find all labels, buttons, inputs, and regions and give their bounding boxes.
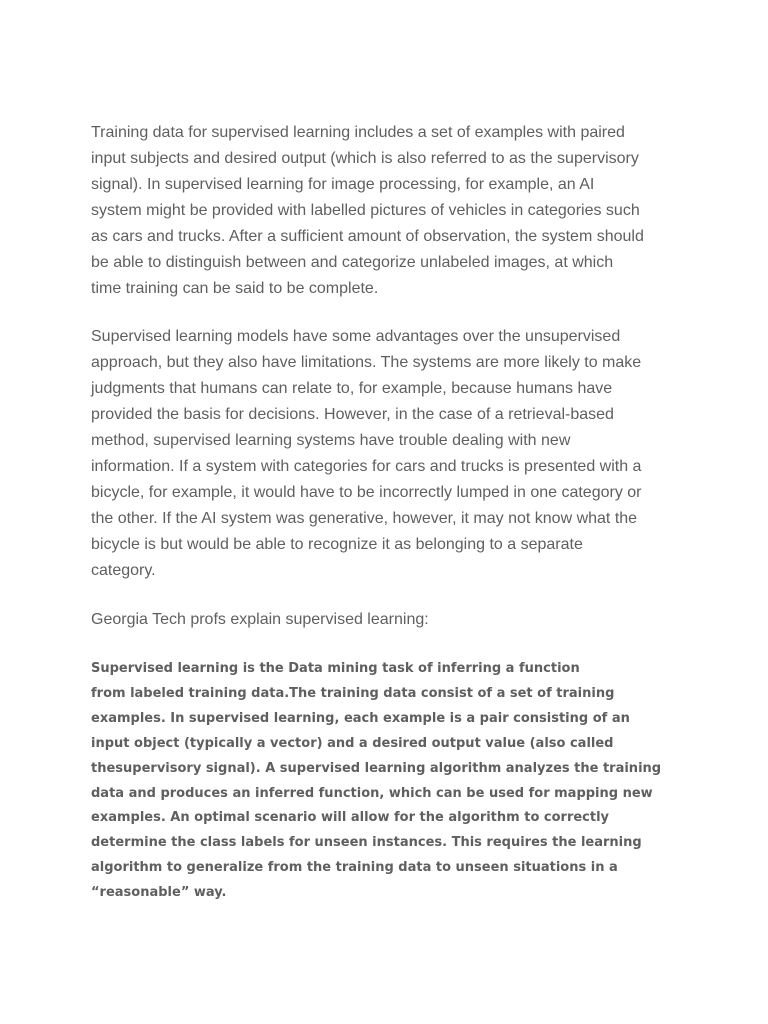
paragraph-training-data xyxy=(91,120,644,302)
text-line: information. If a system with categories for cars and trucks is presented with a xyxy=(91,458,642,475)
text-line: Georgia Tech profs explain supervised learning: xyxy=(91,611,429,628)
quote-definition xyxy=(91,657,661,906)
text-line: Training data for supervised learning includes a set of examples with paired xyxy=(91,124,625,141)
quote-line: data and produces an inferred function, which can be used for mapping new xyxy=(91,785,653,801)
text-line: Supervised learning models have some advantages over the unsupervised xyxy=(91,328,621,345)
text-line: bicycle, for example, it would have to be incorrectly lumped in one category or xyxy=(91,484,642,501)
text-line: the other. If the AI system was generative, however, it may not know what the xyxy=(91,510,638,527)
paragraph-advantages-limitations xyxy=(91,324,642,584)
text-line: category. xyxy=(91,562,156,579)
text-line: bicycle is but would be able to recognize it as belonging to a separate xyxy=(91,536,583,553)
text-line: method, supervised learning systems have trouble dealing with new xyxy=(91,432,571,449)
text-line: judgments that humans can relate to, for example, because humans have xyxy=(91,380,613,397)
quote-line: algorithm to generalize from the training data to unseen situations in a xyxy=(91,860,618,876)
paragraph-georgia-tech-intro xyxy=(91,607,429,633)
quote-line: thesupervisory signal). A supervised learning algorithm analyzes the training xyxy=(91,760,662,776)
quote-line: examples. In supervised learning, each example is a pair consisting of an xyxy=(91,710,630,726)
text-line: input subjects and desired output (which is also referred to as the supervisory xyxy=(91,150,639,167)
quote-line: “reasonable” way. xyxy=(91,885,227,901)
text-line: signal). In supervised learning for image processing, for example, an AI xyxy=(91,176,595,193)
text-line: be able to distinguish between and categorize unlabeled images, at which xyxy=(91,254,614,271)
text-line: approach, but they also have limitations. The systems are more likely to make xyxy=(91,354,642,371)
text-line: provided the basis for decisions. However, in the case of a retrieval-based xyxy=(91,406,614,423)
text-line: as cars and trucks. After a sufficient amount of observation, the system should xyxy=(91,228,644,245)
quote-line: input object (typically a vector) and a desired output value (also called xyxy=(91,735,614,751)
text-line: system might be provided with labelled pictures of vehicles in categories such xyxy=(91,202,640,219)
quote-line: Supervised learning is the Data mining task of inferring a function xyxy=(91,661,580,676)
quote-line: examples. An optimal scenario will allow for the algorithm to correctly xyxy=(91,810,610,826)
quote-line: from labeled training data.The training data consist of a set of training xyxy=(91,685,615,701)
text-line: time training can be said to be complete. xyxy=(91,280,379,297)
quote-line: determine the class labels for unseen instances. This requires the learning xyxy=(91,835,642,851)
